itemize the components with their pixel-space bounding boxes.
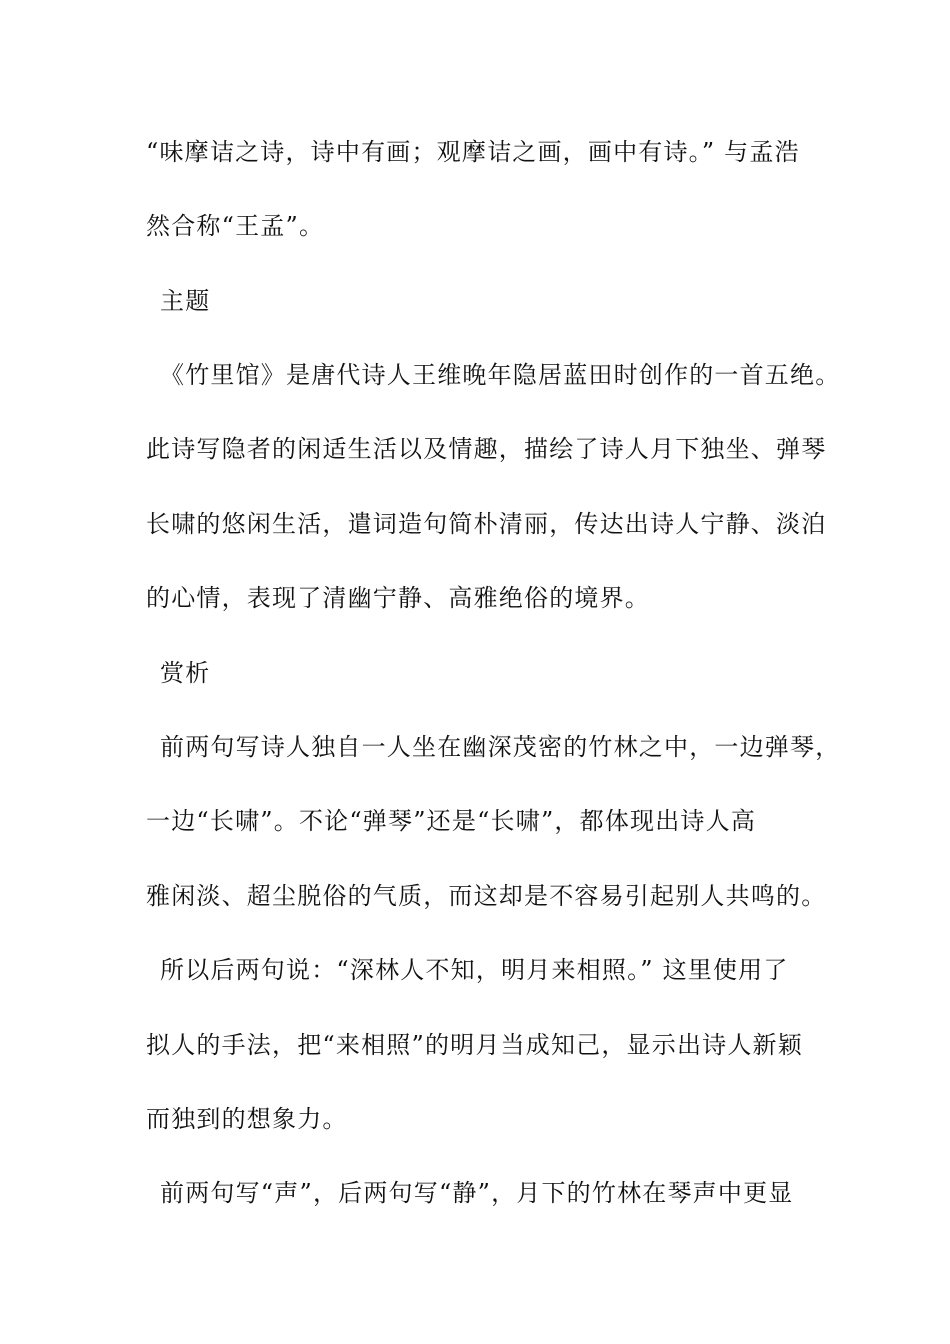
text-line: 此诗写隐者的闲适生活以及情趣，描绘了诗人月下独坐、弹琴: [146, 435, 827, 463]
text-line: 然合称“王孟”。: [146, 212, 325, 240]
text-line: 《竹里馆》是唐代诗人王维晚年隐居蓝田时创作的一首五绝。: [160, 361, 841, 389]
text-line: 的心情，表现了清幽宁静、高雅绝俗的境界。: [146, 584, 650, 612]
text-line: “味摩诘之诗，诗中有画；观摩诘之画，画中有诗。” 与孟浩: [146, 138, 800, 166]
text-line: 前两句写“声”，后两句写“静”，月下的竹林在琴声中更显: [160, 1179, 794, 1207]
text-line: 前两句写诗人独自一人坐在幽深茂密的竹林之中，一边弹琴，: [160, 733, 841, 761]
text-line: 而独到的想象力。: [146, 1105, 348, 1133]
text-line: 长啸的悠闲生活，遣词造句简朴清丽，传达出诗人宁静、淡泊: [146, 510, 827, 538]
text-line: 雅闲淡、超尘脱俗的气质，而这却是不容易引起别人共鸣的。: [146, 882, 827, 910]
section-heading-appreciation: 赏析: [160, 659, 211, 687]
text-line: 拟人的手法，把“来相照”的明月当成知己，显示出诗人新颖: [146, 1031, 803, 1059]
section-heading-theme: 主题: [160, 287, 211, 315]
text-line: 所以后两句说：“深林人不知，明月来相照。” 这里使用了: [160, 956, 789, 984]
text-line: 一边“长啸”。不论“弹琴”还是“长啸”，都体现出诗人高: [146, 807, 757, 835]
